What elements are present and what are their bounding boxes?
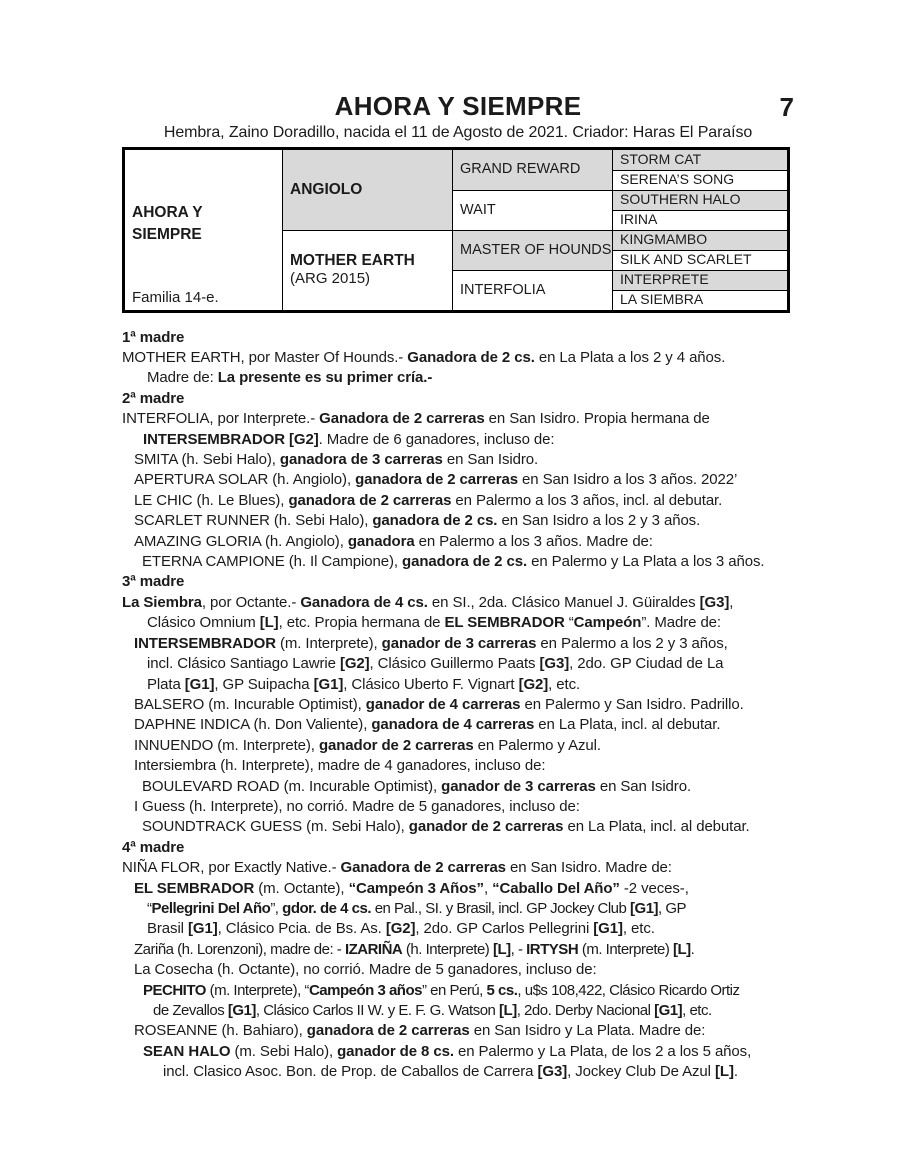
bold-text: SEAN HALO [143, 1042, 231, 1060]
ancestor-cell: WAIT [452, 190, 612, 230]
text: SOUNDTRACK GUESS (m. Sebi Halo), [142, 818, 409, 836]
pedigree-line [122, 409, 794, 429]
text: BOULEVARD ROAD (m. Incurable Optimist), [142, 777, 442, 795]
bold-text: Ganadora de 2 carreras [319, 410, 485, 428]
text: en Palermo y La Plata a los 3 años. [527, 553, 765, 571]
bold-text: La presente es su primer cría.- [217, 369, 433, 387]
bold-text: gdor. de 4 cs. [282, 899, 372, 917]
bold-text: [G1] [593, 920, 623, 938]
subject-name-line2: SIEMPRE [132, 226, 202, 244]
bold-text: Campeón [573, 614, 642, 632]
text: , por Octante.- [201, 593, 301, 611]
text: Intersiembra (h. Interprete), madre de 4 ganadores, incluso de: [134, 757, 546, 775]
bold-text: EL SEMBRADOR [444, 614, 565, 632]
text: Brasil [147, 920, 188, 938]
bold-text: 4ª madre [122, 838, 185, 856]
text: MOTHER EARTH, por Master Of Hounds.- [122, 349, 408, 366]
text: en SI., 2da. Clásico Manuel J. Güiraldes [427, 593, 700, 611]
pedigree-line [134, 736, 794, 756]
text: I Guess (h. Interprete), no corrió. Madre de 5 ganadores, incluso de: [134, 797, 580, 815]
text: (m. Octante), [254, 879, 349, 897]
pedigree-line [143, 430, 794, 450]
pedigree-line [134, 450, 794, 470]
text: , [729, 593, 734, 611]
dam-cell [282, 230, 452, 310]
text: en San Isidro. Propia hermana de [484, 410, 710, 428]
pedigree-line [134, 532, 794, 552]
text: ETERNA CAMPIONE (h. Il Campione), [142, 553, 403, 571]
text: incl. Clasico Asoc. Bon. de Prop. de Caballos de Carrera [163, 1063, 538, 1081]
bold-text: ganadora de 2 carreras [355, 471, 518, 489]
text: , etc. Propia hermana de [278, 614, 445, 632]
text: , 2do. GP Carlos Pellegrini [415, 920, 594, 938]
text: La Cosecha (h. Octante), no corrió. Madre de 5 ganadores, incluso de: [134, 961, 597, 979]
pedigree-line [147, 899, 794, 919]
text: , etc. [548, 675, 581, 693]
pedigree-line [142, 777, 794, 797]
bold-text: ganadora de 2 cs. [372, 512, 498, 530]
subject-name [132, 202, 282, 247]
text: Plata [147, 675, 185, 693]
bold-text: [L] [673, 940, 691, 958]
text: , etc. [622, 920, 655, 938]
sire-cell: ANGIOLO [282, 150, 452, 230]
bold-text: ganadora de 2 carreras [288, 491, 452, 509]
pedigree-line [134, 634, 794, 654]
bold-text: Ganadora de 2 carreras [340, 859, 506, 877]
pedigree-line [153, 1001, 794, 1021]
bold-text: Pellegrini Del Año [151, 899, 271, 917]
pedigree-line [134, 695, 794, 715]
bold-text: ganador de 2 carreras [408, 818, 564, 836]
text: , u$s 108,422, Clásico Ricardo Ortiz [517, 981, 740, 999]
bold-text: Ganadora de 4 cs. [300, 593, 428, 611]
pedigree-table [122, 147, 790, 313]
bold-text: [G1] [184, 675, 215, 693]
pedigree-text [122, 328, 794, 1083]
text: , 2do. GP Ciudad de La [569, 655, 724, 673]
text: de Zevallos [153, 1002, 228, 1019]
text: DAPHNE INDICA (h. Don Valiente), [134, 716, 372, 734]
bold-text: ganador de 8 cs. [337, 1042, 454, 1060]
pedigree-line [147, 613, 794, 633]
text: , GP [658, 899, 687, 917]
text: Madre de: [147, 369, 218, 387]
bold-text: ganador de 4 carreras [365, 695, 521, 713]
text: en Palermo a los 3 años. Madre de: [414, 532, 653, 550]
bold-text: IZARIÑA [344, 940, 403, 958]
pedigree-line [134, 756, 794, 776]
text: en Palermo a los 2 y 3 años, [536, 634, 728, 652]
ancestor-cell: GRAND REWARD [452, 150, 612, 190]
pedigree-line [122, 348, 794, 368]
dam-detail: (ARG 2015) [290, 270, 371, 288]
family-label: Familia 14-e. [132, 288, 219, 306]
text: ”, [270, 899, 283, 917]
bold-text: [G3] [539, 655, 570, 673]
bold-text: ganadora de 3 carreras [279, 451, 443, 469]
pedigree-line [142, 817, 794, 837]
text: en San Isidro. Madre de: [505, 859, 672, 877]
pedigree-line [147, 675, 794, 695]
bold-text: [G2] [518, 675, 549, 693]
text: ”. Madre de: [641, 614, 721, 632]
pedigree-line [134, 879, 794, 899]
bold-text: EL SEMBRADOR [134, 879, 255, 897]
text: . [733, 1063, 738, 1081]
text: , GP Suipacha [214, 675, 314, 693]
ancestor-cell: KINGMAMBO [612, 230, 787, 250]
text: en Pal., SI. y Brasil, incl. GP Jockey Club [371, 899, 631, 917]
bold-text: INTERSEMBRADOR [134, 634, 276, 652]
pedigree-line [134, 491, 794, 511]
text: incl. Clásico Santiago Lawrie [147, 655, 340, 673]
pedigree-line [134, 960, 794, 980]
bold-text: 5 cs. [486, 981, 518, 999]
text: en Palermo a los 3 años, incl. al debutar. [451, 491, 723, 509]
text: , Clásico Uberto F. Vignart [343, 675, 519, 693]
text: . [690, 940, 695, 958]
ancestor-cell: INTERPRETE [612, 270, 787, 290]
pedigree-line [147, 919, 794, 939]
text: , 2do. Derby Nacional [516, 1002, 655, 1019]
subject-name-line1: AHORA Y [132, 203, 203, 221]
bold-text: [G1] [630, 899, 659, 917]
bold-text: [G3] [699, 593, 730, 611]
text: SCARLET RUNNER (h. Sebi Halo), [134, 512, 373, 530]
bold-text: INTERSEMBRADOR [G2] [143, 430, 319, 448]
pedigree-line [134, 1021, 794, 1041]
text: (m. Interprete), “ [205, 981, 309, 999]
ancestor-cell: IRINA [612, 210, 787, 230]
pedigree-line [143, 981, 794, 1001]
pedigree-line [134, 797, 794, 817]
dam-name: MOTHER EARTH [290, 252, 415, 270]
bold-text: Campeón 3 años [308, 981, 422, 999]
text: APERTURA SOLAR (h. Angiolo), [134, 471, 356, 489]
text: SMITA (h. Sebi Halo), [134, 451, 280, 469]
bold-text: ganadora [347, 532, 415, 550]
text: en Palermo y La Plata, de los 2 a los 5 años, [453, 1042, 752, 1060]
bold-text: [L] [499, 1002, 517, 1019]
text: -2 veces-, [619, 879, 689, 897]
bold-text: [L] [259, 614, 279, 632]
text: en La Plata, incl. al debutar. [563, 818, 750, 836]
text: en San Isidro a los 2 y 3 años. [497, 512, 701, 530]
bold-text: ganador de 3 carreras [381, 634, 537, 652]
bold-text: Ganadora de 2 cs. [407, 349, 535, 366]
text: (m. Interprete), [275, 634, 382, 652]
ancestor-cell: SERENA’S SONG [612, 170, 787, 190]
text: INTERFOLIA, por Interprete.- [122, 410, 320, 428]
text: Zariña (h. Lorenzoni), madre de: - [134, 940, 345, 958]
bold-text: ganador de 2 carreras [318, 736, 474, 754]
text: en Palermo y San Isidro. Padrillo. [520, 695, 744, 713]
text: NIÑA FLOR, por Exactly Native.- [122, 859, 341, 877]
pedigree-line [122, 838, 794, 858]
bold-text: “Campeón 3 Años” [348, 879, 484, 897]
bold-text: [G1] [187, 920, 218, 938]
pedigree-line [122, 328, 794, 348]
text: . Madre de 6 ganadores, incluso de: [318, 430, 555, 448]
bold-text: [G1] [313, 675, 344, 693]
pedigree-line [134, 511, 794, 531]
pedigree-line [122, 593, 794, 613]
text: ROSEANNE (h. Bahiaro), [134, 1022, 307, 1040]
bold-text: ganadora de 4 carreras [371, 716, 535, 734]
ancestor-cell: STORM CAT [612, 150, 787, 170]
ancestor-cell: MASTER OF HOUNDS [452, 230, 612, 270]
pedigree-line [143, 1042, 794, 1062]
bold-text: [L] [714, 1063, 734, 1081]
text: en San Isidro. [595, 777, 692, 795]
text: en Palermo y Azul. [473, 736, 601, 754]
text: (h. Interprete) [402, 940, 493, 958]
bold-text: ganador de 3 carreras [441, 777, 596, 795]
bold-text: [G1] [227, 1002, 256, 1019]
pedigree-line [122, 858, 794, 878]
bold-text: 1ª madre [122, 328, 185, 346]
subject-cell [125, 150, 282, 310]
bold-text: ganadora de 2 cs. [402, 553, 528, 571]
page-header [122, 92, 794, 142]
text: en La Plata, incl. al debutar. [534, 716, 721, 734]
text: , Jockey Club De Azul [567, 1063, 715, 1081]
ancestor-cell: SILK AND SCARLET [612, 250, 787, 270]
text: en San Isidro. [442, 451, 539, 469]
pedigree-line [122, 389, 794, 409]
text: , [483, 879, 493, 897]
pedigree-line [147, 368, 794, 388]
horse-description: Hembra, Zaino Doradillo, nacida el 11 de Agosto de 2021. Criador: Haras El Paraíso [163, 123, 753, 141]
bold-text: [G2] [385, 920, 416, 938]
pedigree-line [142, 552, 794, 572]
page-title: AHORA Y SIEMPRE [334, 91, 582, 121]
bold-text: La Siembra [122, 593, 202, 611]
bold-text: 2ª madre [122, 389, 185, 407]
text: BALSERO (m. Incurable Optimist), [134, 695, 366, 713]
page-number: 7 [779, 92, 794, 122]
pedigree-line [147, 654, 794, 674]
text: “ [564, 614, 574, 632]
bold-text: [G3] [537, 1063, 568, 1081]
text: , Clásico Guillermo Paats [369, 655, 540, 673]
pedigree-line [134, 715, 794, 735]
text: , Clásico Pcia. de Bs. As. [217, 920, 386, 938]
text: , - [510, 940, 527, 958]
bold-text: 3ª madre [122, 573, 185, 591]
ancestor-cell: SOUTHERN HALO [612, 190, 787, 210]
ancestor-cell: LA SIEMBRA [612, 290, 787, 310]
pedigree-line [122, 572, 794, 592]
text: en San Isidro y La Plata. Madre de: [469, 1022, 706, 1040]
text: en San Isidro a los 3 años. 2022’ [517, 471, 738, 489]
text: (m. Sebi Halo), [230, 1042, 338, 1060]
bold-text: “Caballo Del Año” [492, 879, 620, 897]
text: , Clásico Carlos II W. y E. F. G. Watson [255, 1002, 500, 1019]
text: , etc. [682, 1002, 712, 1019]
text: ” en Perú, [421, 981, 487, 999]
text: LE CHIC (h. Le Blues), [134, 491, 289, 509]
text: en La Plata a los 2 y 4 años. [534, 349, 726, 366]
pedigree-line [163, 1062, 794, 1082]
text: Clásico Omnium [147, 614, 260, 632]
text: AMAZING GLORIA (h. Angiolo), [134, 532, 348, 550]
bold-text: ganadora de 2 carreras [306, 1022, 470, 1040]
pedigree-line [134, 940, 794, 960]
bold-text: PECHITO [143, 981, 206, 999]
text: INNUENDO (m. Interprete), [134, 736, 319, 754]
bold-text: [L] [492, 940, 511, 958]
bold-text: IRTYSH [526, 940, 579, 958]
text: (m. Interprete) [578, 940, 674, 958]
ancestor-cell: INTERFOLIA [452, 270, 612, 310]
text: “ [147, 899, 152, 917]
pedigree-line [134, 470, 794, 490]
bold-text: [G1] [654, 1002, 683, 1019]
bold-text: [G2] [339, 655, 370, 673]
